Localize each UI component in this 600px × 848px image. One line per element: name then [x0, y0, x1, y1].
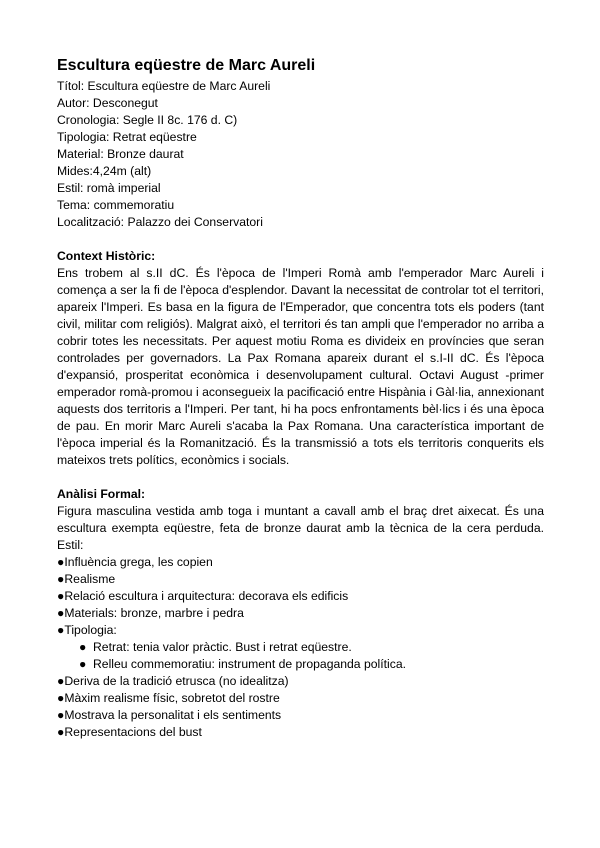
document-page: [57, 56, 544, 741]
list-item: ●Realisme: [57, 572, 116, 586]
meta-chronology: Cronologia: Segle II 8c. 176 d. C): [57, 113, 238, 127]
sub-list-item: ● Relleu commemoratiu: instrument de propaganda política.: [79, 657, 406, 671]
meta-location: Localització: Palazzo dei Conservatori: [57, 215, 263, 229]
meta-author: Autor: Desconegut: [57, 96, 158, 110]
meta-size: Mides:4,24m (alt): [57, 164, 152, 178]
bullet-icon: ●: [79, 640, 87, 654]
document-title: Escultura eqüestre de Marc Aureli: [57, 57, 316, 74]
list-item: ●Mostrava la personalitat i els sentiments: [57, 708, 282, 722]
metadata-block: [57, 78, 544, 231]
list-item: ●Materials: bronze, marbre i pedra: [57, 606, 244, 620]
bullet-icon: ●: [79, 657, 87, 671]
list-item: ●Màxim realisme físic, sobretot del rostre: [57, 691, 280, 705]
meta-typology: Tipologia: Retrat eqüestre: [57, 130, 197, 144]
formal-paragraph: Figura masculina vestida amb toga i muntant a cavall amb el braç dret aixecat. És una escultura exempta eqüestre, feta de bronze daurat amb la tècnica de la cera perduda. Estil:: [57, 504, 544, 552]
meta-title: Títol: Escultura eqüestre de Marc Aureli: [57, 79, 271, 93]
list-item: ●Deriva de la tradició etrusca (no idealitza): [57, 674, 289, 688]
list-item: ●Tipologia:: [57, 623, 117, 637]
meta-theme: Tema: commemoratiu: [57, 198, 175, 212]
style-list: [57, 554, 544, 741]
context-paragraph: Ens trobem al s.II dC. És l'època de l'Imperi Romà amb l'emperador Marc Aureli i comença a ser la fi de l'època d'esplendor. Davant la necessitat de controlar tot el territori, apareix l'Imperi. Es basa en la figura de l'Emperador, que concentra tots els poders (tant civil, militar com religiós). Malgrat això, el territori és tan ampli que l'emperador no arriba a cobrir totes les necessitats. Per aquest motiu Roma es divideix en províncies que seran controlades per governadors. La Pax Romana apareix durant el s.I-II dC. És l'època d'expansió, prosperitat econòmica i desenvolupament cultural. Octavi August -primer emperador romà-promou i aconsegueix la pacificació entre Hispània i Gàl·lia, annexionant aquests dos territoris a l'Imperi. Per tant, hi ha pocs enfrontaments bèl·lics i és una època de pau. En morir Marc Aureli s'acaba la Pax Romana. Una característica important de l'època imperial és la Romanització. És la transmissió a tots els territoris conquerits els mateixos trets polítics, econòmics i socials.: [57, 266, 544, 467]
sub-list-item: ● Retrat: tenia valor pràctic. Bust i retrat eqüestre.: [79, 640, 352, 654]
list-item: ●Relació escultura i arquitectura: decorava els edificis: [57, 589, 349, 603]
list-item: ●Influència grega, les copien: [57, 555, 213, 569]
context-heading: Context Històric:: [57, 249, 156, 263]
formal-heading: Anàlisi Formal:: [57, 487, 146, 501]
list-item: ●Representacions del bust: [57, 725, 202, 739]
meta-material: Material: Bronze daurat: [57, 147, 184, 161]
meta-style: Estil: romà imperial: [57, 181, 161, 195]
